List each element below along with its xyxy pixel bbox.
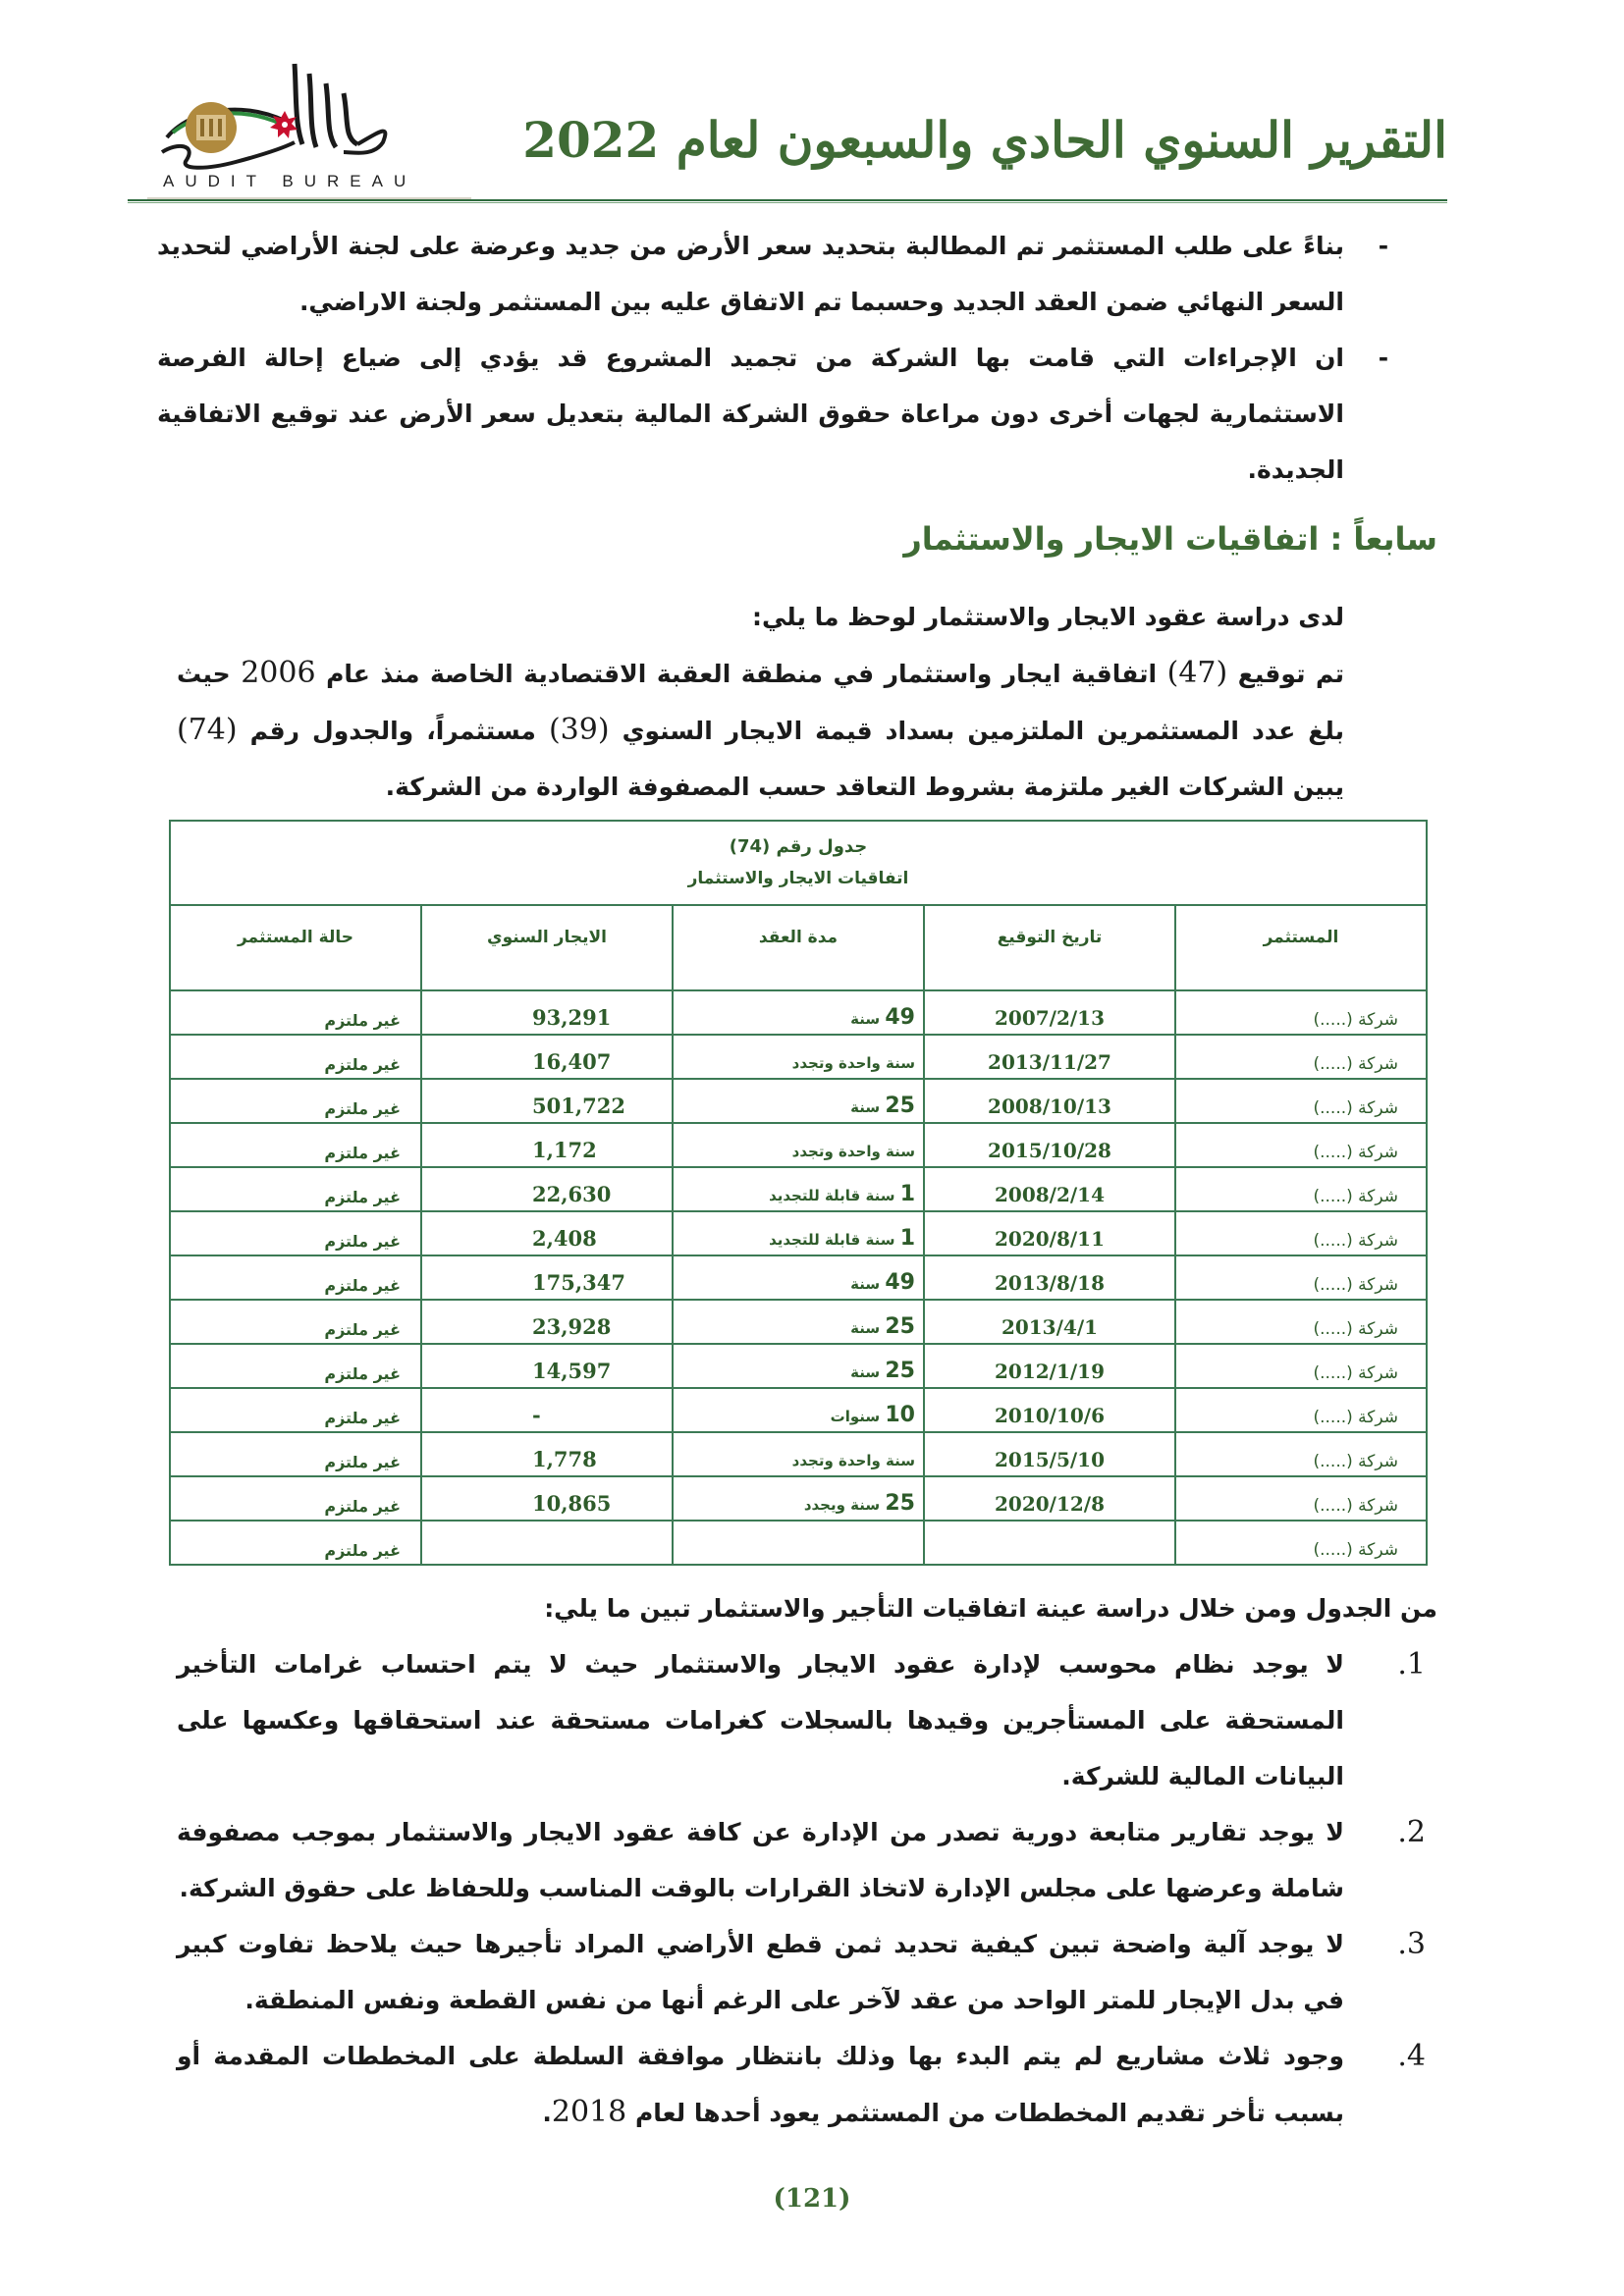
bullet-text: ان الإجراءات التي قامت بها الشركة من تجميد المشروع قد يؤدي إلى ضياع إحالة الفرصة الاستثمارية لجهات أخرى دون مراعاة حقوق الشركة المالية بتعديل سعر الأرض عند توقيع الاتفاقية الجديدة. — [157, 344, 1344, 484]
investor-status-cell: غير ملتزم — [170, 1211, 421, 1255]
intro-paragraph — [177, 645, 1344, 815]
intro-text: اتفاقية ايجار واستثمار في منطقة العقبة الاقتصادية الخاصة منذ عام — [326, 660, 1158, 688]
investor-status-cell: غير ملتزم — [170, 1123, 421, 1167]
term-unit: سنة — [850, 1098, 881, 1116]
sign-date-cell: 2020/12/8 — [924, 1476, 1175, 1521]
table-row — [170, 1211, 1427, 1255]
findings-lead: من الجدول ومن خلال دراسة عينة اتفاقيات التأجير والاستثمار تبين ما يلي: — [544, 1594, 1437, 1623]
annual-rent-cell: 10,865 — [421, 1476, 673, 1521]
col-annual-rent: الايجار السنوي — [421, 905, 673, 990]
intro-text: تم توقيع — [1237, 660, 1344, 688]
table-row — [170, 1432, 1427, 1476]
investor-cell: شركة (.....) — [1175, 1344, 1427, 1388]
term-number: 10 — [885, 1403, 915, 1427]
table-row — [170, 1123, 1427, 1167]
sign-date-cell: 2010/10/6 — [924, 1388, 1175, 1432]
sign-date-cell: 2008/10/13 — [924, 1079, 1175, 1123]
investor-cell: شركة (.....) — [1175, 1079, 1427, 1123]
term-number: 25 — [885, 1491, 915, 1516]
contract-term-cell — [673, 1388, 924, 1432]
term-number: 49 — [885, 1270, 915, 1295]
agreements-count: (47) — [1166, 656, 1228, 690]
annual-rent-cell: 1,778 — [421, 1432, 673, 1476]
investor-cell: شركة (.....) — [1175, 1123, 1427, 1167]
table-row — [170, 1388, 1427, 1432]
term-unit: سنة — [850, 1363, 881, 1381]
finding-text: لا يوجد آلية واضحة تبين كيفية تحديد ثمن قطع الأراضي المراد تأجيرها حيث يلاحظ تفاوت كبير في بدل الإيجار للمتر الواحد من عقد لآخر على الرغم أنها من نفس القطعة ونفس المنطقة. — [177, 1930, 1344, 2014]
intro-text: حيث بلغ عدد المستثمرين الملتزمين بسداد قيمة الايجار السنوي — [177, 660, 1344, 745]
contract-term-cell — [673, 1035, 924, 1079]
finding-text: لا يوجد نظام محوسب لإدارة عقود الايجار والاستثمار حيث لا يتم احتساب غرامات التأخير المستحقة على المستأجرين وقيدها بالسجلات كغرامات مستحقة عند استحقاقها وعكسها على البيانات المالية للشركة. — [177, 1650, 1344, 1790]
sign-date-cell: 2013/11/27 — [924, 1035, 1175, 1079]
table-title: اتفاقيات الايجار والاستثمار — [687, 869, 909, 888]
intro-text: مستثمراً، والجدول رقم — [249, 717, 536, 745]
investor-cell: شركة (.....) — [1175, 1300, 1427, 1344]
investor-status-cell: غير ملتزم — [170, 1388, 421, 1432]
dash-bullet: - — [1378, 232, 1389, 260]
intro-text: يبين الشركات الغير ملتزمة بشروط التعاقد حسب المصفوفة الواردة من الشركة. — [385, 773, 1344, 801]
investor-cell: شركة (.....) — [1175, 990, 1427, 1035]
contract-term-cell — [673, 1521, 924, 1565]
term-unit: سنة واحدة وتجدد — [791, 1054, 915, 1072]
annual-rent-cell: 2,408 — [421, 1211, 673, 1255]
investor-status-cell: غير ملتزم — [170, 1300, 421, 1344]
investor-cell: شركة (.....) — [1175, 1211, 1427, 1255]
investor-status-cell: غير ملتزم — [170, 1521, 421, 1565]
table-header-row — [170, 905, 1427, 990]
annual-rent-cell: 1,172 — [421, 1123, 673, 1167]
intro-lead: لدى دراسة عقود الايجار والاستثمار لوحظ ما يلي: — [751, 603, 1344, 631]
col-investor: المستثمر — [1175, 905, 1427, 990]
annual-rent-cell: 23,928 — [421, 1300, 673, 1344]
contract-term-cell — [673, 1344, 924, 1388]
annual-rent-cell: 501,722 — [421, 1079, 673, 1123]
sign-date-cell — [924, 1521, 1175, 1565]
page-number: (121) — [773, 2184, 851, 2214]
col-investor-status: حالة المستثمر — [170, 905, 421, 990]
investor-status-cell: غير ملتزم — [170, 1432, 421, 1476]
finding-item — [177, 1636, 1437, 1804]
table-row — [170, 1255, 1427, 1300]
col-contract-term: مدة العقد — [673, 905, 924, 990]
investor-cell: شركة (.....) — [1175, 1035, 1427, 1079]
annual-rent-cell: 93,291 — [421, 990, 673, 1035]
term-number: 49 — [885, 1005, 915, 1030]
sign-date-cell: 2007/2/13 — [924, 990, 1175, 1035]
table-row — [170, 1476, 1427, 1521]
investor-cell: شركة (.....) — [1175, 1167, 1427, 1211]
page-header — [118, 54, 1447, 191]
bullet-text: بناءً على طلب المستثمر تم المطالبة بتحديد سعر الأرض من جديد وعرضة على لجنة الأراضي لتحديد السعر النهائي ضمن العقد الجديد وحسبما تم الاتفاق عليه بين المستثمر ولجنة الاراضي. — [157, 232, 1344, 316]
finding-text: وجود ثلاث مشاريع لم يتم البدء بها وذلك بانتظار موافقة السلطة على المخططات المقدمة أو بسبب تأخر تقديم المخططات من المستثمر يعود أحدها لعام — [177, 2042, 1344, 2127]
investor-status-cell: غير ملتزم — [170, 1476, 421, 1521]
term-unit: سنة قابلة للتجديد — [769, 1187, 895, 1204]
term-unit: سنة واحدة وتجدد — [791, 1143, 915, 1160]
investor-status-cell: غير ملتزم — [170, 990, 421, 1035]
finding-number: 1. — [1397, 1647, 1426, 1682]
term-unit: سنوات — [830, 1408, 881, 1425]
sign-date-cell: 2015/10/28 — [924, 1123, 1175, 1167]
term-number: 1 — [899, 1182, 915, 1206]
finding-number: 4. — [1397, 2039, 1426, 2073]
table-row — [170, 990, 1427, 1035]
investor-status-cell: غير ملتزم — [170, 1035, 421, 1079]
table-row — [170, 1035, 1427, 1079]
table-row — [170, 1079, 1427, 1123]
contract-term-cell — [673, 1255, 924, 1300]
finding-text: لا يوجد تقارير متابعة دورية تصدر من الإدارة عن كافة عقود الايجار والاستثمار بموجب مصفوفة شاملة وعرضها على مجلس الإدارة لاتخاذ القرارات بالوقت المناسب وللحفاظ على حقوق الشركة. — [177, 1818, 1344, 1902]
annual-rent-cell: - — [421, 1388, 673, 1432]
table-row — [170, 1521, 1427, 1565]
header-divider — [128, 199, 1447, 203]
audit-bureau-logo — [147, 54, 442, 191]
annual-rent-cell — [421, 1521, 673, 1565]
term-unit: سنة — [850, 1319, 881, 1337]
sign-date-cell: 2015/5/10 — [924, 1432, 1175, 1476]
report-title: التقرير السنوي الحادي والسبعون لعام 2022 — [522, 111, 1447, 169]
investor-status-cell: غير ملتزم — [170, 1167, 421, 1211]
investor-status-cell: غير ملتزم — [170, 1344, 421, 1388]
term-number: 25 — [885, 1094, 915, 1118]
since-year: 2006 — [241, 656, 316, 690]
term-number: 25 — [885, 1359, 915, 1383]
bullet-item — [157, 330, 1393, 498]
contract-term-cell — [673, 1123, 924, 1167]
contract-term-cell — [673, 1079, 924, 1123]
findings — [177, 1580, 1437, 2141]
table-caption — [170, 821, 1427, 905]
finding-item — [177, 1916, 1437, 2028]
annual-rent-cell: 16,407 — [421, 1035, 673, 1079]
investor-status-cell: غير ملتزم — [170, 1255, 421, 1300]
contract-term-cell — [673, 1476, 924, 1521]
finding-item — [177, 2028, 1437, 2141]
investor-cell: شركة (.....) — [1175, 1255, 1427, 1300]
table-row — [170, 1167, 1427, 1211]
contract-term-cell — [673, 1211, 924, 1255]
contract-term-cell — [673, 1432, 924, 1476]
sign-date-cell: 2013/4/1 — [924, 1300, 1175, 1344]
annual-rent-cell: 14,597 — [421, 1344, 673, 1388]
investor-cell: شركة (.....) — [1175, 1521, 1427, 1565]
term-number: 25 — [885, 1314, 915, 1339]
table-caption-row — [170, 821, 1427, 905]
contract-term-cell — [673, 990, 924, 1035]
bullet-item — [157, 218, 1393, 330]
lease-agreements-table — [169, 820, 1428, 1566]
term-unit: سنة — [850, 1010, 881, 1028]
top-bullets — [157, 218, 1389, 498]
committed-count: (39) — [548, 713, 610, 747]
table-ref: (74) — [177, 713, 238, 747]
finding-number: 2. — [1397, 1815, 1426, 1849]
term-unit: سنة ويجدد — [803, 1496, 881, 1514]
finding-item — [177, 1804, 1437, 1916]
finding-number: 3. — [1397, 1927, 1426, 1961]
contract-term-cell — [673, 1300, 924, 1344]
sign-date-cell: 2013/8/18 — [924, 1255, 1175, 1300]
investor-cell: شركة (.....) — [1175, 1388, 1427, 1432]
term-unit: سنة قابلة للتجديد — [769, 1231, 895, 1249]
term-unit: سنة واحدة وتجدد — [791, 1452, 915, 1469]
investor-status-cell: غير ملتزم — [170, 1079, 421, 1123]
sign-date-cell: 2008/2/14 — [924, 1167, 1175, 1211]
contract-term-cell — [673, 1167, 924, 1211]
finding-year: 2018 — [551, 2095, 627, 2129]
table-row — [170, 1300, 1427, 1344]
sign-date-cell: 2020/8/11 — [924, 1211, 1175, 1255]
col-sign-date: تاريخ التوقيع — [924, 905, 1175, 990]
investor-cell: شركة (.....) — [1175, 1476, 1427, 1521]
table-row — [170, 1344, 1427, 1388]
section-heading: سابعاً : اتفاقيات الايجار والاستثمار — [903, 520, 1437, 558]
table-number: جدول رقم (74) — [729, 836, 868, 857]
term-number: 1 — [899, 1226, 915, 1251]
logo-emblem-icon — [147, 54, 442, 191]
annual-rent-cell: 22,630 — [421, 1167, 673, 1211]
dash-bullet: - — [1378, 344, 1389, 372]
logo-english-text: AUDIT BUREAU — [163, 172, 417, 190]
term-unit: سنة — [850, 1275, 881, 1293]
annual-rent-cell: 175,347 — [421, 1255, 673, 1300]
sign-date-cell: 2012/1/19 — [924, 1344, 1175, 1388]
investor-cell: شركة (.....) — [1175, 1432, 1427, 1476]
section-intro — [177, 589, 1344, 815]
finding-period: . — [542, 2099, 552, 2127]
